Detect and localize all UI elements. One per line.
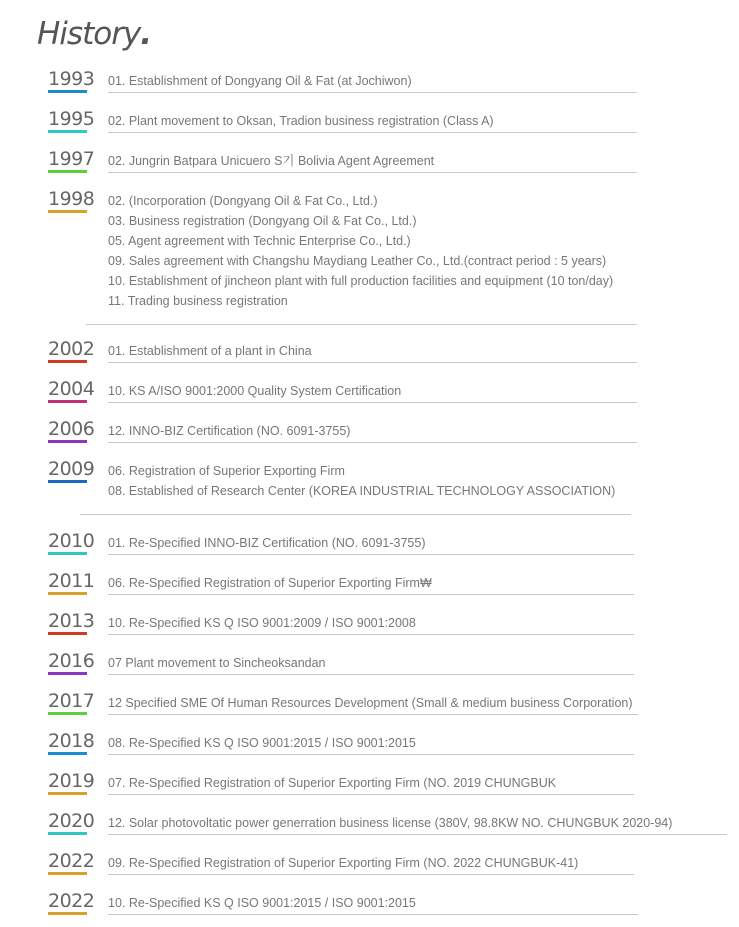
history-event-list <box>108 191 613 311</box>
history-year: 2022 <box>48 890 95 912</box>
history-event: 10. Re-Specified KS Q ISO 9001:2009 / ISO 9001:2008 <box>108 616 416 630</box>
entry-divider <box>108 132 637 133</box>
entry-divider <box>108 442 637 443</box>
history-event: 06. Registration of Superior Exporting Firm <box>108 464 345 478</box>
entry-divider <box>108 754 634 755</box>
entry-divider <box>80 514 631 515</box>
history-event-list <box>108 693 633 713</box>
history-event: 03. Business registration (Dongyang Oil & Fat Co., Ltd.) <box>108 214 417 228</box>
history-event-list <box>108 573 432 593</box>
entry-divider <box>108 874 634 875</box>
entry-divider <box>108 674 634 675</box>
history-event: 11. Trading business registration <box>108 294 288 308</box>
history-year: 2019 <box>48 770 95 792</box>
history-event: 01. Establishment of Dongyang Oil & Fat (at Jochiwon) <box>108 74 412 88</box>
history-year: 2002 <box>48 338 95 360</box>
history-event-list <box>108 533 426 553</box>
history-event: 01. Establishment of a plant in China <box>108 344 312 358</box>
history-year: 1997 <box>48 148 95 170</box>
history-event: 10. Establishment of jincheon plant with full production facilities and equipment (10 ton/day) <box>108 274 614 288</box>
year-underline <box>48 912 87 915</box>
year-underline <box>48 632 87 635</box>
year-underline <box>48 210 87 213</box>
year-underline <box>48 672 87 675</box>
history-event-list <box>108 461 615 501</box>
history-event-list <box>108 151 434 171</box>
history-event-list <box>108 71 412 91</box>
year-underline <box>48 360 87 363</box>
history-year: 2016 <box>48 650 95 672</box>
year-underline <box>48 872 87 875</box>
history-event-list <box>108 813 672 833</box>
year-underline <box>48 480 87 483</box>
history-event-list <box>108 773 556 793</box>
year-underline <box>48 440 87 443</box>
entry-divider <box>108 594 634 595</box>
history-year: 2009 <box>48 458 95 480</box>
history-year: 2018 <box>48 730 95 752</box>
entry-divider <box>108 834 727 835</box>
history-event: 10. KS A/ISO 9001:2000 Quality System Certification <box>108 384 402 398</box>
history-event: 12. Solar photovoltatic power generration business license (380V, 98.8KW NO. CHUNGBUK 2020-94) <box>108 816 673 830</box>
entry-divider <box>108 914 638 915</box>
year-underline <box>48 400 87 403</box>
entry-divider <box>108 362 637 363</box>
history-event: 08. Re-Specified KS Q ISO 9001:2015 / ISO 9001:2015 <box>108 736 416 750</box>
history-event: 12. INNO-BIZ Certification (NO. 6091-3755) <box>108 424 351 438</box>
entry-divider <box>108 172 637 173</box>
history-year: 1995 <box>48 108 95 130</box>
year-underline <box>48 752 87 755</box>
page-title: History. <box>37 16 152 52</box>
history-event-list <box>108 421 350 441</box>
entry-divider <box>108 794 634 795</box>
year-underline <box>48 90 87 93</box>
entry-divider <box>108 634 634 635</box>
history-event: 09. Re-Specified Registration of Superior Exporting Firm (NO. 2022 CHUNGBUK-41) <box>108 856 579 870</box>
year-underline <box>48 552 87 555</box>
history-event: 02. Jungrin Batpara Unicuero S기 Bolivia Agent Agreement <box>108 154 435 168</box>
history-event-list <box>108 893 416 913</box>
history-year: 2006 <box>48 418 95 440</box>
history-event: 12 Specified SME Of Human Resources Development (Small & medium business Corporation) <box>108 696 633 710</box>
history-event: 06. Re-Specified Registration of Superior Exporting Firm₩ <box>108 576 432 590</box>
entry-divider <box>108 92 637 93</box>
history-event-list <box>108 613 416 633</box>
history-event-list <box>108 381 401 401</box>
history-year: 2022 <box>48 850 95 872</box>
history-year: 2017 <box>48 690 95 712</box>
history-year: 2020 <box>48 810 95 832</box>
year-underline <box>48 170 87 173</box>
history-event-list <box>108 653 326 673</box>
history-event: 08. Established of Research Center (KOREA INDUSTRIAL TECHNOLOGY ASSOCIATION) <box>108 484 616 498</box>
year-underline <box>48 832 87 835</box>
entry-divider <box>86 324 637 325</box>
history-year: 2010 <box>48 530 95 552</box>
history-year: 2013 <box>48 610 95 632</box>
history-event-list <box>108 733 416 753</box>
history-event-list <box>108 853 578 873</box>
year-underline <box>48 592 87 595</box>
entry-divider <box>108 402 637 403</box>
history-year: 2011 <box>48 570 95 592</box>
history-event: 09. Sales agreement with Changshu Maydiang Leather Co., Ltd.(contract period : 5 years) <box>108 254 607 268</box>
history-event: 05. Agent agreement with Technic Enterprise Co., Ltd.) <box>108 234 411 248</box>
history-event: 10. Re-Specified KS Q ISO 9001:2015 / ISO 9001:2015 <box>108 896 416 910</box>
year-underline <box>48 792 87 795</box>
history-event: 02. (Incorporation (Dongyang Oil & Fat Co., Ltd.) <box>108 194 378 208</box>
year-underline <box>48 712 87 715</box>
year-underline <box>48 130 87 133</box>
history-event-list <box>108 111 494 131</box>
history-event: 02. Plant movement to Oksan, Tradion business registration (Class A) <box>108 114 494 128</box>
entry-divider <box>108 554 634 555</box>
history-event-list <box>108 341 312 361</box>
history-event: 07. Re-Specified Registration of Superior Exporting Firm (NO. 2019 CHUNGBUK <box>108 776 557 790</box>
history-year: 2004 <box>48 378 95 400</box>
history-event: 01. Re-Specified INNO-BIZ Certification (NO. 6091-3755) <box>108 536 426 550</box>
history-event: 07 Plant movement to Sincheoksandan <box>108 656 326 670</box>
history-year: 1993 <box>48 68 95 90</box>
history-year: 1998 <box>48 188 95 210</box>
entry-divider <box>108 714 638 715</box>
